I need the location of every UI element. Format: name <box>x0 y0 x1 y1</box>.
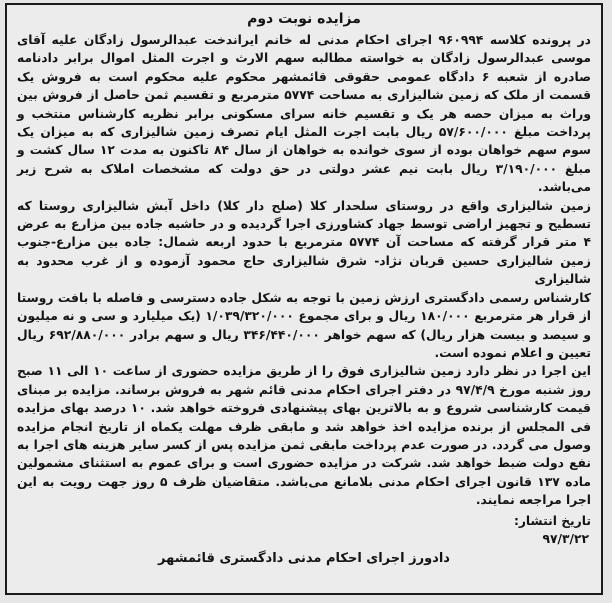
auction-terms-paragraph: این اجرا در نظر دارد زمین شالیزاری فوق را از طریق مزایده حضوری از ساعت ۱۰ الی ۱۱ صبح روز شنبه مورخ ۹۷/۴/۹ در دفتر اجرای احکام مدنی قائم شهر به فروش برساند. مزایده بر مبنای قیمت کارشناسی شروع و به بالاترین بهای پیشنهادی فروخته خواهد شد. ۱۰ درصد بهای مزایده فی المجلس از برنده مزایده اخذ خواهد شد و مابقی ظرف مهلت یکماه از تاریخ انجام مزایده وصول می گردد. در صورت عدم پرداخت مابقی ثمن مزایده پس از کسر سایر هزینه های اجرا به نفع دولت ضبط خواهد شد. شرکت در مزایده حضوری است و برای عموم به استثنای مشمولین ماده ۱۳۷ قانون اجرای احکام مدنی بلامانع می‌باشد. متقاضیان ظرف ۵ روز جهت رویت به این اجرا مراجعه نمایند. <box>17 364 591 508</box>
notice-title: مزایده نوبت دوم <box>247 11 361 27</box>
case-paragraph: در پرونده کلاسه ۹۶۰۹۹۴ اجرای احکام مدنی له خانم ایراندخت عبدالرسول زادگان علیه آقای موسی عبدالرسول زادگان به خواسته مطالبه سهم الارث و اجرت المثل اموال برابر دادنامه صادره از شعبه ۶ دادگاه عمومی حقوقی قائمشهر محکوم علیه محکوم است به فروش یک قسمت از ملک که زمین شالیزاری به مساحت ۵۷۷۴ مترمربع و تقسیم ثمن حاصل از فروش بین وراث به میزان حصه هر یک و تقسیم خانه سرای مسکونی برابر نظریه کارشناس منتخب و پرداخت مبلغ ۵۷/۶۰۰/۰۰۰ ریال بابت اجرت المثل ایام تصرف زمین شالیزاری که به میزان یک سوم سهم خواهان بوده از سوی خوانده به خواهان از سال ۸۴ تاکنون به مدت ۱۲ سال کشت و مبلغ ۳/۱۹۰/۰۰۰ ریال بابت نیم عشر دولتی در حق دولت که مشخصات املاک به شرح زیر می‌باشد. <box>17 33 591 195</box>
publication-date-value: ۹۷/۳/۲۲ <box>542 531 589 546</box>
publication-date <box>17 512 591 548</box>
publication-date-label: تاریخ انتشار: <box>513 513 591 528</box>
auction-notice <box>5 3 603 595</box>
valuation-paragraph: کارشناس رسمی دادگستری ارزش زمین با توجه به شکل جاده دسترسی و فاصله با بافت روستا از قرار هر مترمربع ۱۸۰/۰۰۰ ریال و برای مجموع ۱/۰۳۹/۳۲۰/۰۰۰ (یک میلیارد و سی و نه میلیون و سیصد و بیست هزار ریال) که سهم خواهر ۳۴۶/۴۴۰/۰۰۰ ریال و سهم برادر ۶۹۲/۸۸۰/۰۰۰ ریال تعیین و اعلام نموده است. <box>17 290 592 360</box>
property-description-paragraph: زمین شالیزاری واقع در روستای سلحدار کلا (صلح دار کلا) داخل آبش شالیزاری روستا که تسطیح و تجهیز اراضی توسط جهاد کشاورزی اجرا گردیده و در حاشیه جاده بین مزارع به عرض ۴ متر قرار گرفته که مساحت آن ۵۷۷۴ مترمربع با حدود اربعه شمال: جاده بین مزارع-جنوب زمین شالیزاری حسین قربان نژاد- شرق شالیزاری حاج محمود آزموده و از غرب محدود به شالیزاری <box>17 198 591 287</box>
signature-line: دادورز اجرای احکام مدنی دادگستری قائمشهر <box>158 550 450 566</box>
